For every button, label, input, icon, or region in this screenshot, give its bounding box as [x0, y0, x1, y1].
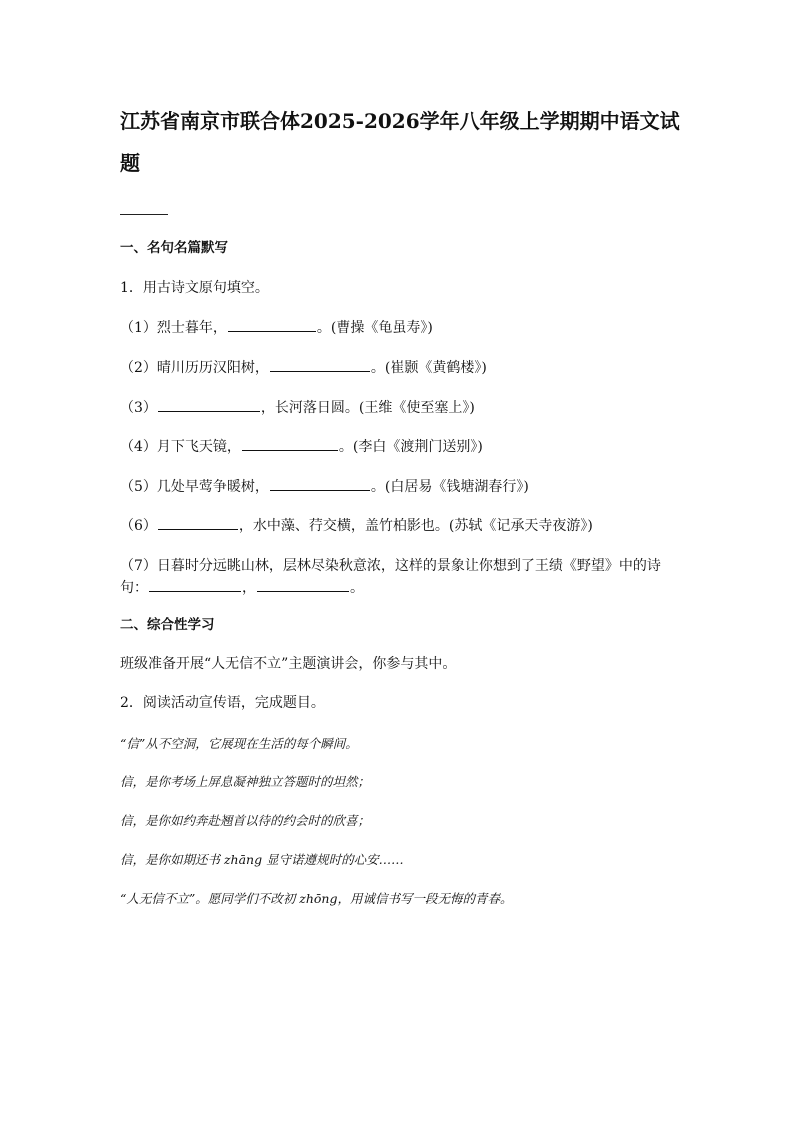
item7-prefix: 句： — [120, 580, 148, 596]
item-text-after: 。(李白《渡荆门送别》) — [338, 439, 483, 455]
section2-heading: 二、综合性学习 — [120, 617, 215, 633]
q2-prompt: 2．阅读活动宣传语，完成题目。 — [120, 695, 325, 711]
item7-end: 。 — [350, 580, 364, 596]
promo-line: 信，是你如约奔赴翘首以待的约会时的欣喜； — [120, 813, 371, 828]
document-title: 江苏省南京市联合体2025-2026学年八年级上学期期中语文试题 — [120, 109, 680, 175]
item-text-after: ，水中藻、荇交横，盖竹柏影也。(苏轼《记承天寺夜游》) — [238, 518, 593, 534]
answer-blank[interactable] — [257, 577, 349, 592]
item-text-before: 月下飞天镜， — [156, 439, 241, 455]
item-text-before: 几处早莺争暖树， — [156, 479, 269, 495]
item-text-before: 烈士暮年， — [156, 320, 227, 336]
q1-item-6 — [120, 515, 593, 536]
item-number: （5） — [120, 479, 157, 495]
promo-line: 信，是你考场上屏息凝神独立答题时的坦然； — [120, 774, 371, 789]
item-number: （3） — [120, 400, 157, 416]
q1-prompt: 1．用古诗文原句填空。 — [120, 280, 269, 296]
q1-item-4 — [120, 436, 483, 457]
section2-intro: 班级准备开展“人无信不立”主题演讲会，你参与其中。 — [120, 656, 457, 672]
item-text-before: 晴川历历汉阳树， — [156, 360, 269, 376]
item-number: （6） — [120, 518, 157, 534]
answer-blank[interactable] — [158, 515, 238, 530]
item-number: （1） — [120, 320, 157, 336]
title-divider — [120, 214, 168, 215]
item-text-after: 。(白居易《钱塘湖春行》) — [370, 479, 529, 495]
item-text-after: ，长河落日圆。(王维《使至塞上》) — [260, 400, 475, 416]
q1-item-3 — [120, 397, 475, 418]
q1-item-1 — [120, 317, 433, 338]
promo-line: “信”从不空洞，它展现在生活的每个瞬间。 — [120, 736, 358, 751]
answer-blank[interactable] — [149, 577, 241, 592]
answer-blank[interactable] — [158, 397, 260, 412]
section1-heading: 一、名句名篇默写 — [120, 240, 228, 256]
q1-item-2 — [120, 357, 487, 378]
item-text-after: 。(崔颢《黄鹤楼》) — [370, 360, 487, 376]
q1-item-5 — [120, 476, 529, 497]
promo-line: 信，是你如期还书 zhāng 显守诺遵规时的心安…… — [120, 852, 404, 867]
promo-line: “人无信不立”。愿同学们不改初 zhōng，用诚信书写一段无悔的青春。 — [120, 891, 513, 906]
item-text-after: 。(曹操《龟虽寿》) — [316, 320, 433, 336]
item7-separator: ， — [242, 580, 256, 596]
item-number: （4） — [120, 439, 157, 455]
item-number: （2） — [120, 360, 157, 376]
item7-line2 — [120, 577, 680, 599]
item7-line1: （7）日暮时分远眺山林，层林尽染秋意浓，这样的景象让你想到了王绩《野望》中的诗 — [120, 558, 661, 574]
answer-blank[interactable] — [270, 357, 370, 372]
q1-item-7 — [120, 555, 680, 599]
answer-blank[interactable] — [242, 436, 338, 451]
answer-blank[interactable] — [270, 476, 370, 491]
answer-blank[interactable] — [228, 317, 316, 332]
